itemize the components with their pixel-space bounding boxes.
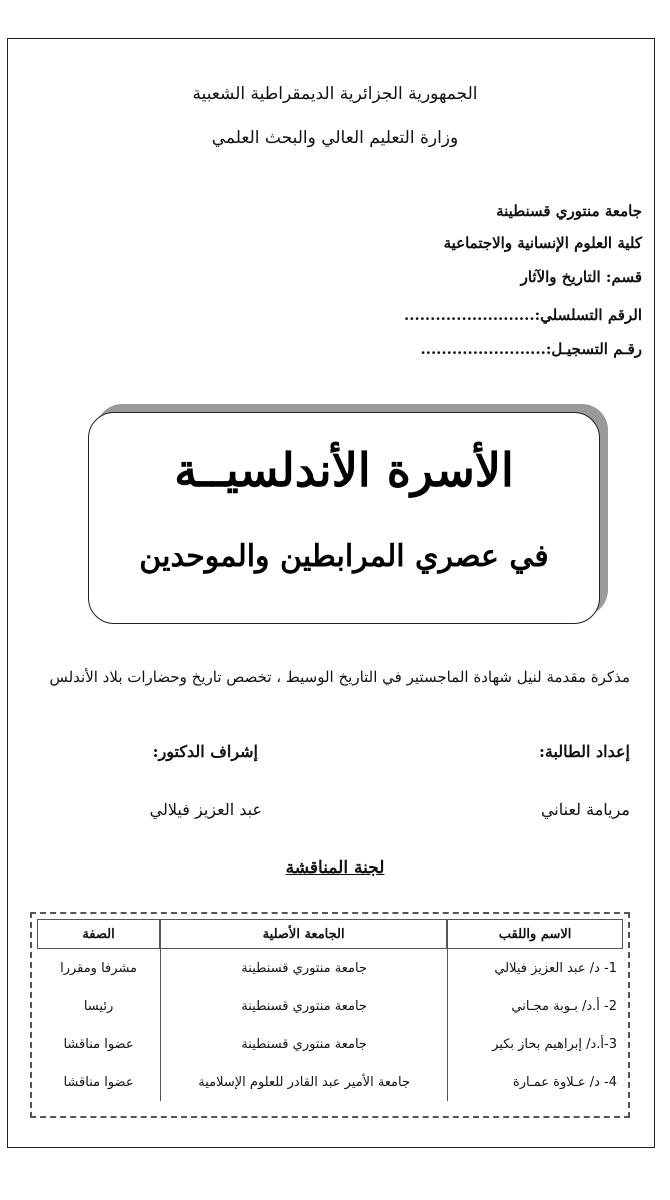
member-name: 3-أ.د/ إبراهيم بحاز بكير xyxy=(447,1025,623,1063)
member-role: عضوا مناقشا xyxy=(63,1036,134,1052)
thesis-subtitle: في عصري المرابطين والموحدين xyxy=(139,539,549,574)
committee-table-frame xyxy=(30,912,630,1118)
registration-number-line: رقـم التسجيـل:........................ xyxy=(420,340,642,358)
table-row xyxy=(37,1063,623,1101)
serial-number-line: الرقم التسلسلي:......................... xyxy=(404,306,642,324)
member-university: جامعة الأمير عبد القادر للعلوم الإسلامية xyxy=(160,1063,447,1101)
member-name: 2- أ.د/ بـوبة مجـاني xyxy=(447,987,623,1025)
ministry-header: وزارة التعليم العالي والبحث العلمي xyxy=(211,128,459,148)
member-university: جامعة منتوري قسنطينة xyxy=(160,1025,447,1063)
member-university: جامعة منتوري قسنطينة xyxy=(160,949,447,987)
department-line: قسم: التاريخ والآثار xyxy=(520,268,642,286)
member-role: رئيسا xyxy=(83,998,114,1014)
supervisor-name: عبد العزيز فيلالي xyxy=(149,800,262,819)
column-header-role: الصفة xyxy=(37,919,160,949)
supervisor-label: إشراف الدكتور: xyxy=(152,742,258,761)
student-label: إعداد الطالبة: xyxy=(538,742,630,761)
university-line: جامعة منتوري قسنطينة xyxy=(496,202,642,220)
member-role: عضوا مناقشا xyxy=(63,1074,134,1090)
thesis-title: الأسرة الأندلسيــة xyxy=(174,443,514,497)
table-header-row xyxy=(37,919,623,949)
committee-table xyxy=(37,919,623,1101)
member-university: جامعة منتوري قسنطينة xyxy=(160,987,447,1025)
faculty-line: كلية العلوم الإنسانية والاجتماعية xyxy=(443,234,642,252)
republic-header: الجمهورية الجزائرية الديمقراطية الشعبية xyxy=(192,84,478,104)
column-header-name: الاسم واللقب xyxy=(447,919,623,949)
table-row xyxy=(37,949,623,987)
member-name: 1- د/ عبد العزيز فيلالي xyxy=(447,949,623,987)
committee-title: لجنة المناقشة xyxy=(285,858,385,878)
member-role: مشرفا ومقررا xyxy=(60,960,137,976)
title-box xyxy=(88,412,600,624)
thesis-description: مذكرة مقدمة لنيل شهادة الماجستير في التاريخ الوسيط ، تخصص تاريخ وحضارات بلاد الأندلس xyxy=(49,668,630,686)
student-name: مريامة لعناني xyxy=(540,800,630,819)
table-row xyxy=(37,1025,623,1063)
table-row xyxy=(37,987,623,1025)
member-name: 4- د/ عـلاوة عمـارة xyxy=(447,1063,623,1101)
column-header-university: الجامعة الأصلية xyxy=(160,919,447,949)
